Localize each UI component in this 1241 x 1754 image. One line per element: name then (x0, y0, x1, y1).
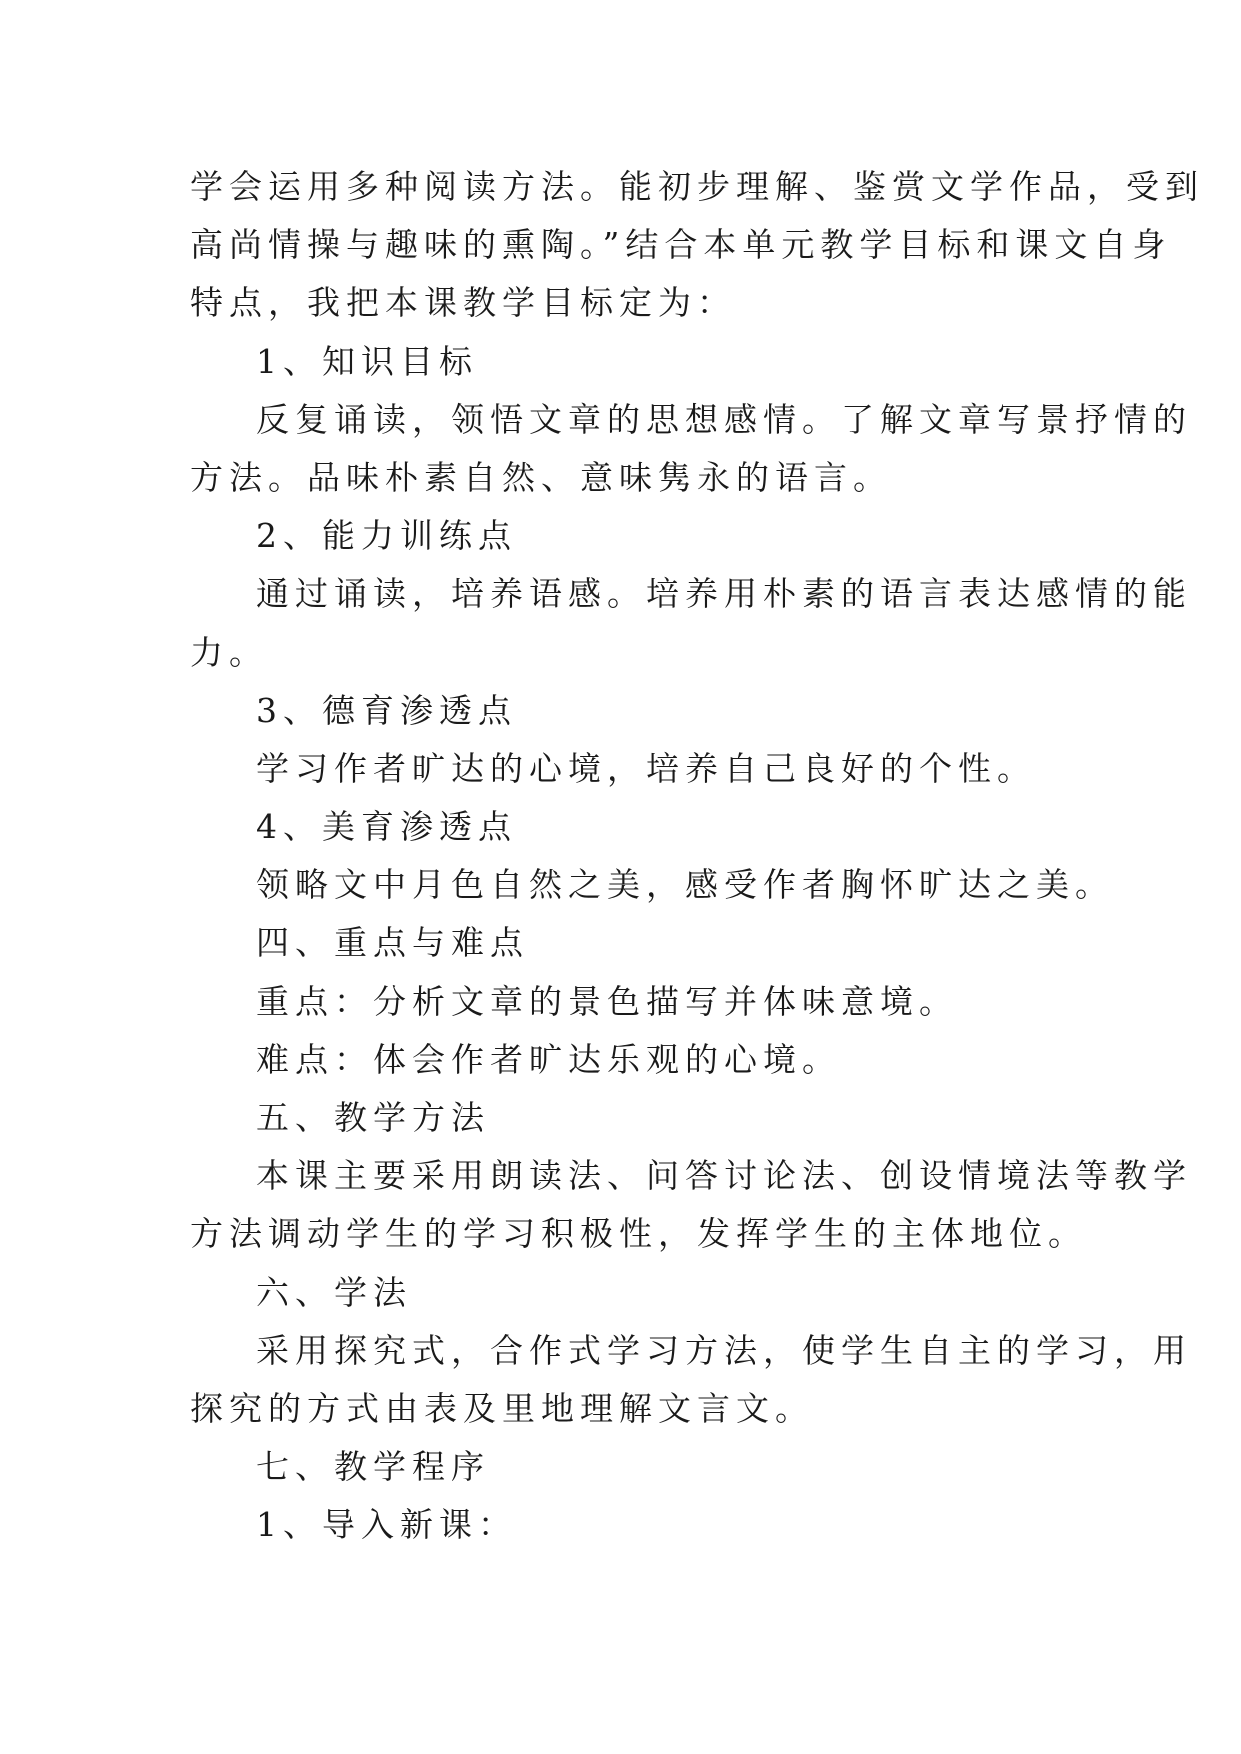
section-heading: 1、导入新课： (256, 1505, 517, 1545)
text-line: 难点：体会作者旷达乐观的心境。 (256, 1039, 841, 1079)
section-heading: 六、学法 (256, 1272, 412, 1312)
section-heading: 四、重点与难点 (256, 923, 529, 963)
text-line: 领略文中月色自然之美，感受作者胸怀旷达之美。 (256, 865, 1114, 905)
text-line: 力。 (190, 632, 268, 672)
section-heading: 2、能力训练点 (256, 516, 517, 556)
text-line: 通过诵读，培养语感。培养用朴素的语言表达感情的能 (256, 574, 1192, 614)
section-heading: 七、教学程序 (256, 1447, 490, 1487)
text-line: 重点：分析文章的景色描写并体味意境。 (256, 981, 958, 1021)
text-line: 本课主要采用朗读法、问答讨论法、创设情境法等教学 (256, 1156, 1192, 1196)
text-line: 学习作者旷达的心境，培养自己良好的个性。 (256, 748, 1036, 788)
text-line: 特点，我把本课教学目标定为： (190, 283, 736, 323)
section-heading: 4、美育渗透点 (256, 807, 517, 847)
text-line: 方法调动学生的学习积极性，发挥学生的主体地位。 (190, 1214, 1087, 1254)
document-body (190, 158, 1204, 1555)
text-line: 高尚情操与趣味的熏陶。”结合本单元教学目标和课文自身 (190, 225, 1172, 265)
text-line: 方法。品味朴素自然、意味隽永的语言。 (190, 457, 892, 497)
text-line: 探究的方式由表及里地理解文言文。 (190, 1388, 814, 1428)
section-heading: 五、教学方法 (256, 1098, 490, 1137)
text-line: 反复诵读，领悟文章的思想感情。了解文章写景抒情的 (256, 399, 1192, 439)
section-heading: 3、德育渗透点 (256, 690, 517, 730)
text-line: 采用探究式，合作式学习方法，使学生自主的学习，用 (256, 1330, 1192, 1370)
section-heading: 1、知识目标 (256, 341, 478, 381)
text-line: 学会运用多种阅读方法。能初步理解、鉴赏文学作品，受到 (190, 167, 1204, 206)
